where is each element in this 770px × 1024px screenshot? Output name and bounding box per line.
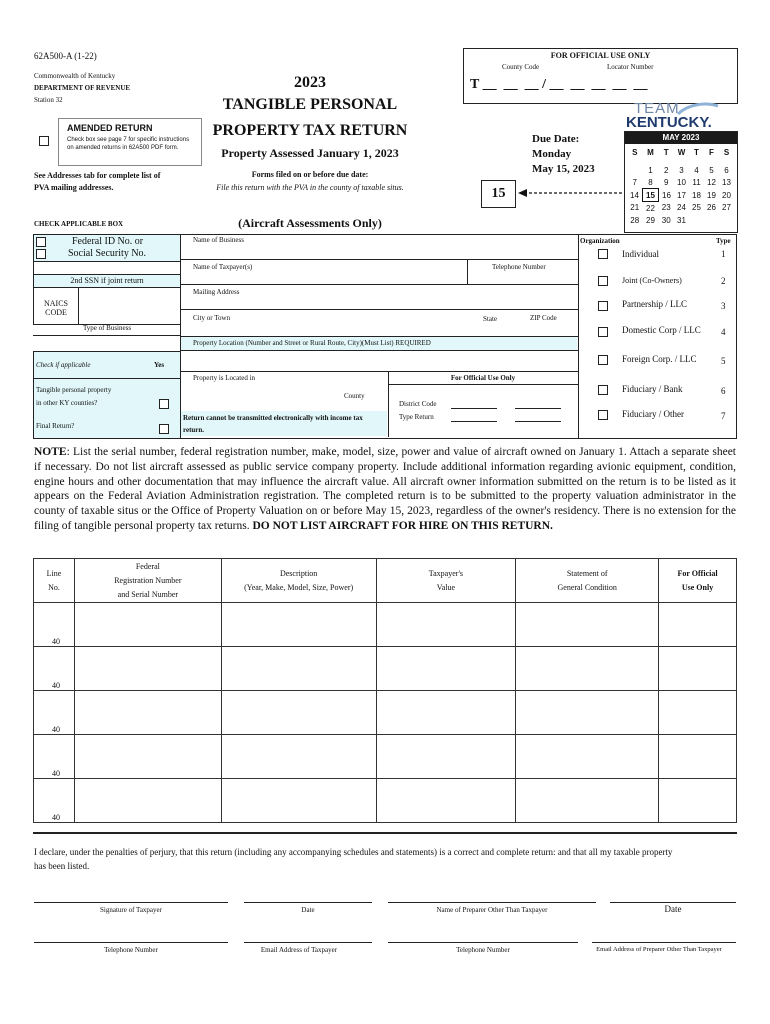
condition-cell[interactable] (516, 735, 659, 779)
district-code-label: District Code (399, 400, 437, 408)
description-cell[interactable] (221, 603, 376, 647)
calendar-week (627, 164, 734, 176)
org-individual-label: Individual (622, 249, 659, 259)
due-date: May 15, 2023 (532, 163, 595, 175)
calendar-day: 18 (692, 190, 701, 200)
preparer-name-label: Name of Preparer Other Than Taxpayer (436, 906, 548, 914)
final-return-checkbox[interactable] (159, 424, 169, 434)
telephone-input[interactable] (468, 272, 576, 283)
calendar-day (704, 214, 719, 226)
org-joint-label: Joint (Co-Owners) (622, 276, 682, 285)
value-cell[interactable] (376, 647, 516, 691)
org-domestic-corp-checkbox[interactable] (598, 327, 608, 337)
naics-code-label: CODE (45, 308, 67, 317)
description-cell[interactable] (221, 779, 376, 823)
calendar-weekdays (627, 146, 734, 158)
county-code-label: County Code (502, 63, 540, 71)
calendar-day: 8 (648, 177, 653, 187)
telephone-label: Telephone Number (492, 263, 546, 271)
description-cell[interactable] (221, 735, 376, 779)
electronic-filing-note: Return cannot be transmitted electronically with income tax return. (181, 411, 387, 436)
calendar-week (627, 176, 734, 189)
check-if-label: Check if applicable (36, 361, 91, 369)
value-cell[interactable] (376, 691, 516, 735)
description-cell[interactable] (221, 647, 376, 691)
tangible-label-1: Tangible personal property (36, 386, 112, 394)
ssn2-label: 2nd SSN if joint return (33, 274, 181, 288)
org-fiduciary-other-type: 7 (721, 411, 726, 421)
calendar-day (689, 214, 704, 226)
city-state-zip-input[interactable] (181, 324, 577, 335)
official-use-only-label: For Official Use Only (450, 374, 516, 382)
calendar-day: 26 (707, 203, 716, 213)
naics-box (33, 287, 79, 325)
applicable-box (33, 351, 181, 439)
calendar-day: 11 (692, 177, 701, 187)
official-use-header: FOR OFFICIAL USE ONLY (550, 51, 651, 60)
fed-id-label: Federal ID No. or (72, 236, 144, 247)
aircraft-subtitle: (Aircraft Assessments Only) (238, 216, 382, 230)
assessed-date: Property Assessed January 1, 2023 (221, 146, 399, 160)
table-row (34, 779, 737, 823)
calendar-day: 27 (722, 203, 731, 213)
table-row (34, 735, 737, 779)
business-name-input[interactable] (181, 246, 577, 258)
logo-team: TEAM (634, 100, 680, 117)
org-fiduciary-bank-type: 6 (721, 386, 726, 396)
description-cell[interactable] (221, 691, 376, 735)
org-individual-type: 1 (721, 249, 726, 259)
calendar-day: 14 (630, 190, 639, 200)
condition-cell[interactable] (516, 603, 659, 647)
mailing-address-input[interactable] (181, 298, 577, 308)
declaration: I declare, under the penalties of perjury, that this return (including any accompanying schedules and statements) is a correct and complete return: and that all my taxable property has been listed. (34, 847, 673, 871)
calendar-day: 2 (664, 165, 669, 175)
may-calendar (624, 131, 738, 233)
business-name-label: Name of Business (193, 236, 244, 244)
weekday: M (647, 147, 654, 157)
naics-label: NAICS (43, 299, 68, 308)
org-joint-checkbox[interactable] (598, 276, 608, 286)
line-number: 40 (34, 691, 75, 735)
calendar-day: 16 (662, 190, 671, 200)
weekday: F (709, 147, 714, 157)
org-fiduciary-bank-label: Fiduciary / Bank (622, 384, 683, 394)
weekday: S (632, 147, 638, 157)
agency-line2: DEPARTMENT OF REVENUE (34, 84, 131, 92)
telephone-input-taxpayer[interactable] (34, 930, 228, 942)
official-cell (659, 691, 737, 735)
calendar-day: 22 (646, 203, 655, 213)
table-header-row (34, 559, 737, 603)
calendar-week (627, 189, 734, 202)
zip-label: ZIP Code (530, 314, 557, 322)
value-cell[interactable] (376, 735, 516, 779)
calendar-day: 13 (722, 177, 731, 187)
value-cell[interactable] (376, 779, 516, 823)
note-body: : List the serial number, federal registration number, make, model, size, power and value of aircraft owned on January 1. Attach a separate sheet if necessary. Do not list aircraft assessed as public service company property. Include additional information regarding avionic equipment, condition, engine hours and other documentation that may influence the aircraft value. All aircraft owner information submitted on the return is to be listed as it appears on the Federal Aviation Administration registration. The completed return is to be submitted to the property valuation administrator in the county of taxable situs or the Office of Property Valuation on or before May 15, 2023, regardless of the owner's residency. There is no extension for the filing of tangible personal property tax returns. (34, 446, 736, 532)
organization-box (578, 234, 737, 439)
calendar-day: 6 (724, 165, 729, 175)
org-individual-checkbox[interactable] (598, 249, 608, 259)
due-date-label: Due Date: (532, 133, 580, 145)
forms-filed-text: File this return with the PVA in the county of taxable situs. (216, 183, 404, 192)
telephone-label-preparer: Telephone Number (456, 946, 510, 954)
col-line: Line No. (34, 559, 75, 603)
email-input-preparer[interactable] (592, 930, 736, 942)
due-date-highlight: 15 (481, 180, 516, 208)
registration-cell[interactable] (74, 779, 221, 823)
calendar-day: 25 (692, 203, 701, 213)
fed-id-field[interactable] (33, 234, 181, 262)
calendar-day: 24 (677, 203, 686, 213)
calendar-day (627, 164, 643, 176)
locator-number-label: Locator Number (607, 63, 654, 71)
condition-cell[interactable] (516, 691, 659, 735)
other-counties-checkbox[interactable] (159, 399, 169, 409)
org-foreign-corp-label: Foreign Corp. / LLC (622, 354, 697, 364)
naics-input[interactable] (78, 287, 181, 325)
weekday: S (723, 147, 730, 157)
weekday: T (663, 147, 669, 157)
value-cell[interactable] (376, 603, 516, 647)
official-cell (659, 647, 737, 691)
col-condition: Statement of General Condition (516, 559, 659, 603)
amended-return-checkbox[interactable] (39, 136, 49, 146)
calendar-day-due: 15 (643, 189, 659, 202)
date-input[interactable] (244, 890, 372, 902)
registration-cell[interactable] (74, 647, 221, 691)
line-number: 40 (34, 647, 75, 691)
county-label: County (344, 392, 365, 400)
weekday: T (694, 147, 699, 157)
col-description: Description (Year, Make, Model, Size, Power) (221, 559, 376, 603)
calendar-day: 1 (648, 165, 653, 175)
due-day: Monday (532, 148, 572, 160)
calendar-day: 31 (677, 215, 686, 225)
org-fiduciary-other-label: Fiduciary / Other (622, 409, 684, 419)
mailing-address-label: Mailing Address (193, 288, 240, 296)
agency-line3: Station 32 (34, 96, 63, 104)
official-cell (659, 603, 737, 647)
locator-number-field[interactable]: T __ __ __ / __ __ __ __ __ (470, 77, 648, 92)
arrow-left-icon (518, 186, 624, 200)
registration-cell[interactable] (74, 691, 221, 735)
note-paragraph (34, 445, 736, 534)
col-registration: Federal Registration Number and Serial Number (74, 559, 221, 603)
email-label-preparer: Email Address of Preparer Other Than Taxpayer (596, 946, 722, 953)
form-title-line2: PROPERTY TAX RETURN (212, 122, 408, 139)
final-return-label: Final Return? (36, 422, 75, 430)
org-foreign-corp-type: 5 (721, 356, 726, 366)
telephone-input-preparer[interactable] (388, 930, 578, 942)
signature-label: Signature of Taxpayer (100, 906, 162, 914)
org-domestic-corp-type: 4 (721, 327, 726, 337)
note-lead: NOTE (34, 446, 67, 458)
condition-cell[interactable] (516, 647, 659, 691)
calendar-day: 9 (664, 177, 669, 187)
form-year: 2023 (294, 74, 326, 91)
registration-cell[interactable] (74, 735, 221, 779)
line-number: 40 (34, 735, 75, 779)
logo-kentucky: KENTUCKY. (626, 114, 712, 131)
preparer-name-input[interactable] (388, 890, 596, 902)
date-label: Date (301, 906, 315, 914)
forms-filed-title: Forms filed on or before due date: (251, 170, 369, 179)
telephone-label-taxpayer: Telephone Number (104, 946, 158, 954)
amended-return-box (58, 118, 202, 166)
taxpayer-name-label: Name of Taxpayer(s) (193, 263, 253, 271)
calendar-grid (627, 146, 734, 226)
calendar-day: 17 (677, 190, 686, 200)
calendar-day (719, 214, 734, 226)
state-label: State (483, 315, 497, 323)
check-applicable-box: CHECK APPLICABLE BOX (34, 220, 124, 228)
calendar-day: 5 (709, 165, 714, 175)
org-fiduciary-bank-checkbox[interactable] (598, 385, 608, 395)
org-partnership-label: Partnership / LLC (622, 299, 687, 309)
org-foreign-corp-checkbox[interactable] (598, 355, 608, 365)
amended-title: AMENDED RETURN (67, 123, 153, 133)
form-id: 62A500-A (1-22) (34, 51, 97, 61)
city-label: City or Town (193, 314, 231, 322)
calendar-week (627, 214, 734, 226)
calendar-day: 23 (661, 203, 671, 213)
type-return-label: Type Return (399, 413, 434, 421)
email-label-taxpayer: Email Address of Taxpayer (260, 946, 338, 954)
calendar-day: 7 (632, 177, 637, 187)
col-value: Taxpayer's Value (376, 559, 516, 603)
calendar-day: 19 (707, 190, 716, 200)
org-domestic-corp-label: Domestic Corp / LLC (622, 325, 701, 335)
calendar-day: 4 (694, 165, 699, 175)
type-header: Type (716, 237, 731, 245)
table-row (34, 603, 737, 647)
condition-cell[interactable] (516, 779, 659, 823)
org-fiduciary-other-checkbox[interactable] (598, 410, 608, 420)
calendar-day: 10 (677, 177, 686, 187)
preparer-date-input[interactable] (610, 890, 736, 902)
property-location-label: Property Location (Number and Street or Rural Route, City)(Must List) REQUIRED (181, 337, 577, 350)
organization-header: Organization (580, 237, 620, 245)
form-title-line1: TANGIBLE PERSONAL (222, 96, 398, 113)
calendar-day: 29 (646, 215, 655, 225)
ssn-label: Social Security No. (68, 248, 147, 259)
line-number: 40 (34, 779, 75, 823)
calendar-day: 21 (630, 203, 640, 213)
email-input-taxpayer[interactable] (244, 930, 372, 942)
taxpayer-name-input[interactable] (181, 272, 466, 283)
calendar-day: 3 (679, 165, 684, 175)
org-partnership-checkbox[interactable] (598, 301, 608, 311)
table-row (34, 691, 737, 735)
calendar-day: 28 (630, 215, 640, 225)
weekday: W (677, 147, 686, 157)
yes-label: Yes (154, 361, 165, 369)
registration-cell[interactable] (74, 603, 221, 647)
property-location-input[interactable] (181, 351, 577, 371)
org-partnership-type: 3 (721, 301, 726, 311)
agency-line1: Commonwealth of Kentucky (34, 72, 116, 80)
signature-input[interactable] (34, 890, 228, 902)
tangible-label-2: in other KY counties? (36, 399, 98, 407)
official-use-box (463, 48, 738, 104)
amended-text: Check box see page 7 for specific instructions on amended returns in 62A500 PDF form. (67, 137, 190, 151)
line-number: 40 (34, 603, 75, 647)
type-business-label: Type of Business (82, 324, 132, 332)
calendar-week (627, 202, 734, 215)
note-bold-tail: DO NOT LIST AIRCRAFT FOR HIRE ON THIS RETURN. (252, 519, 553, 532)
fed-id-checkbox[interactable] (36, 237, 46, 247)
table-row (34, 647, 737, 691)
col-official: For Official Use Only (659, 559, 737, 603)
official-cell (659, 779, 737, 823)
calendar-day: 20 (722, 190, 731, 200)
org-joint-type: 2 (721, 276, 726, 286)
aircraft-table (33, 558, 737, 823)
calendar-month: MAY 2023 (625, 132, 737, 144)
calendar-day: 12 (707, 177, 716, 187)
preparer-date-label: Date (664, 904, 682, 914)
located-in-label: Property is Located in (193, 374, 256, 382)
addresses-note: See Addresses tab for complete list of PVA mailing addresses. (34, 171, 161, 192)
official-cell (659, 735, 737, 779)
ssn-checkbox[interactable] (36, 249, 46, 259)
calendar-day: 30 (661, 215, 671, 225)
ssn-input[interactable] (33, 261, 181, 275)
